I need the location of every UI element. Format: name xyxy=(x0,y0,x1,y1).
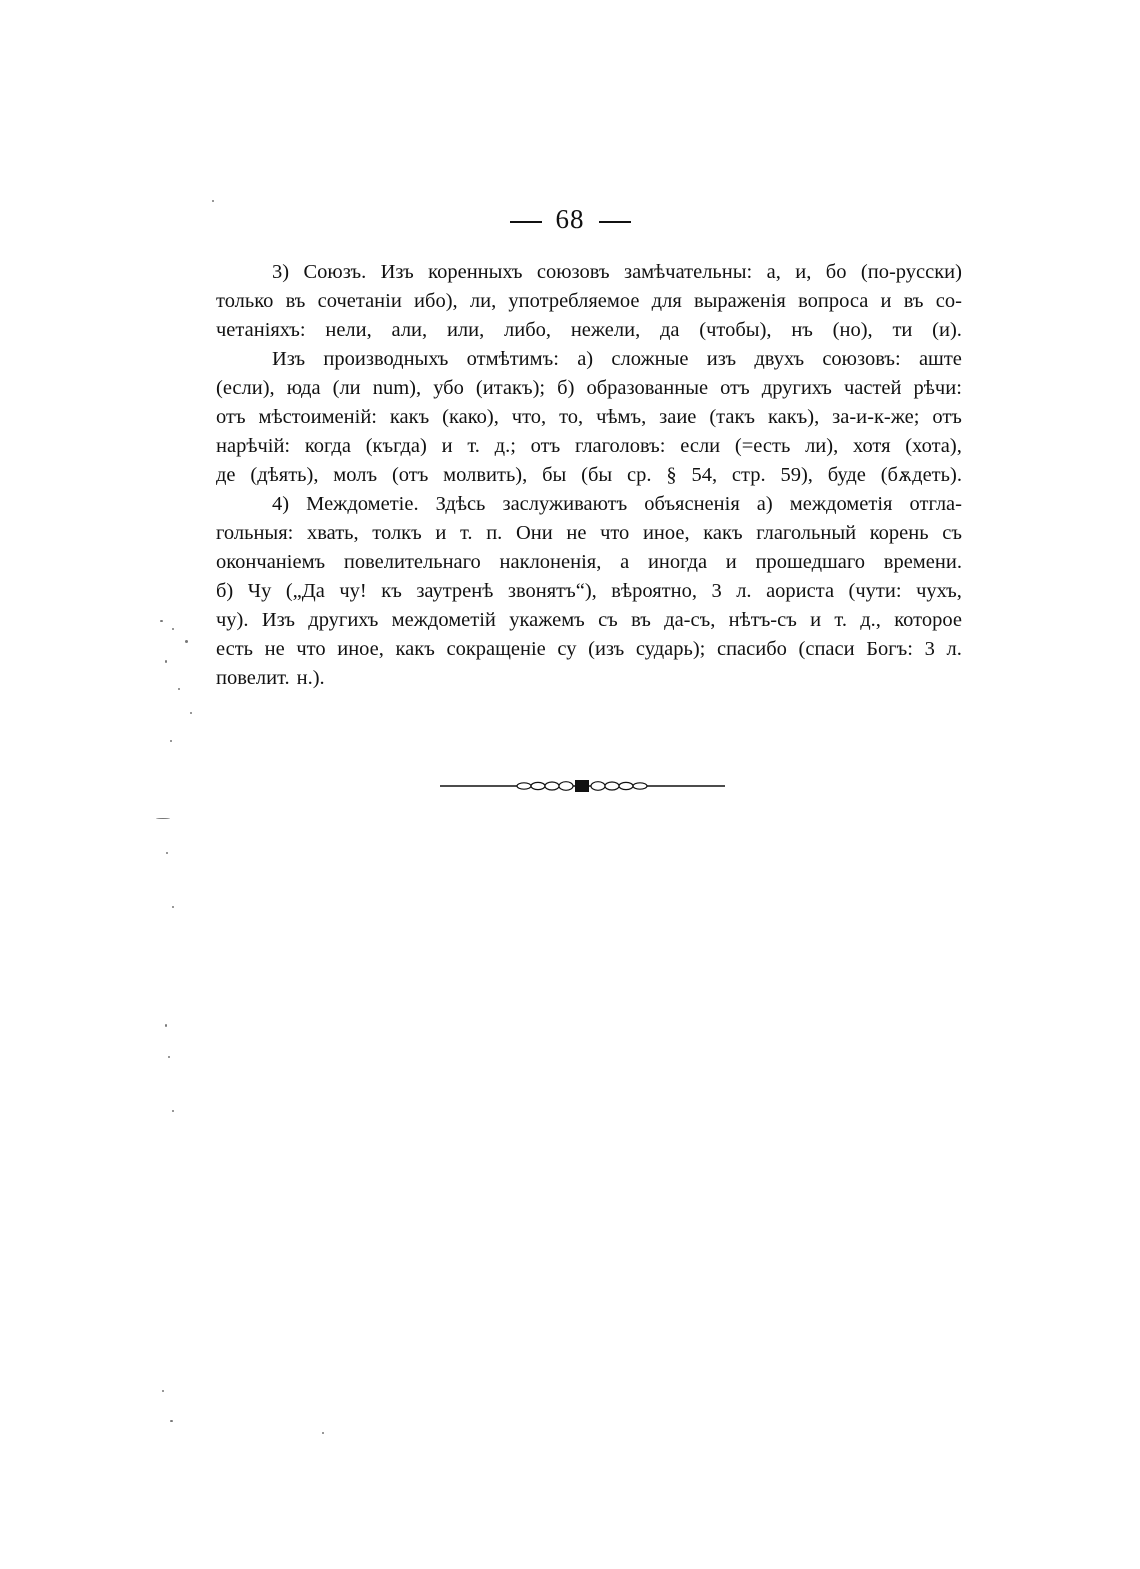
word: ти xyxy=(892,319,913,341)
word: рѣчи: xyxy=(913,377,962,399)
word: другихъ xyxy=(761,377,832,399)
word: су xyxy=(557,638,577,660)
word: 4) xyxy=(272,493,290,515)
word: (отъ xyxy=(391,464,429,486)
word: а) xyxy=(577,348,594,370)
right-dash xyxy=(599,221,631,223)
word: спасибо xyxy=(716,638,787,660)
word: глаголовъ: xyxy=(574,435,666,457)
word: хотя xyxy=(852,435,891,457)
word: замѣчательны: xyxy=(623,261,753,283)
text-line xyxy=(216,374,962,403)
word: съ xyxy=(942,522,962,544)
word: толкъ xyxy=(372,522,422,544)
word: отъ xyxy=(932,406,962,428)
word: (по-русски) xyxy=(860,261,962,283)
word: (если), xyxy=(216,377,275,399)
word: и xyxy=(725,551,737,573)
word: прошедшаго xyxy=(755,551,866,573)
word: какъ xyxy=(395,638,435,660)
page-number-header xyxy=(0,204,1140,235)
word: и xyxy=(810,609,822,631)
word: другихъ xyxy=(308,609,379,631)
word: Изъ xyxy=(272,348,306,370)
word: Союзъ. xyxy=(303,261,367,283)
word: звонятъ“), xyxy=(507,580,597,602)
text-line xyxy=(216,490,962,519)
word: отъ xyxy=(720,377,750,399)
word: нарѣчій: xyxy=(216,435,291,457)
word: отъ xyxy=(216,406,246,428)
word: („Да xyxy=(285,580,325,602)
word: изъ xyxy=(706,348,737,370)
word: Здѣсь xyxy=(435,493,486,515)
ornament-divider xyxy=(440,779,725,793)
word: повелительнаго xyxy=(343,551,481,573)
word: четаніяхъ: xyxy=(216,319,306,341)
word: Они xyxy=(515,522,553,544)
word: частей xyxy=(843,377,902,399)
word: (ли xyxy=(332,377,361,399)
word: заутренѣ xyxy=(416,580,494,602)
word: въ xyxy=(903,290,924,312)
word: какъ), xyxy=(767,406,820,428)
word: укажемъ xyxy=(509,609,585,631)
word: какъ xyxy=(703,522,743,544)
word: въ xyxy=(285,290,306,312)
word: заие xyxy=(659,406,697,428)
word: которое xyxy=(894,609,962,631)
text-line xyxy=(216,461,962,490)
word: д., xyxy=(860,609,881,631)
word: да-съ, xyxy=(664,609,716,631)
word: (итакъ); xyxy=(475,377,546,399)
word: (но), xyxy=(832,319,873,341)
word: Изъ xyxy=(261,609,295,631)
word: нѣтъ-съ xyxy=(728,609,797,631)
word: Чу xyxy=(247,580,272,602)
word: сложные xyxy=(611,348,689,370)
word: чѣмъ, xyxy=(596,406,647,428)
word: (бѫдеть). xyxy=(880,464,962,486)
word: и xyxy=(441,435,453,457)
text-line xyxy=(216,664,962,693)
word: (хота), xyxy=(905,435,962,457)
word: ли), xyxy=(805,435,839,457)
word: чу! xyxy=(339,580,367,602)
word: времени. xyxy=(883,551,962,573)
word: со- xyxy=(935,290,962,312)
word: чу). xyxy=(216,609,249,631)
word: заслуживаютъ xyxy=(502,493,628,515)
text-line xyxy=(216,403,962,432)
word: вопроса xyxy=(798,290,869,312)
word: если xyxy=(680,435,721,457)
word: и xyxy=(880,290,892,312)
text-line xyxy=(216,432,962,461)
word: а) xyxy=(756,493,773,515)
word: бо xyxy=(825,261,847,283)
word: для xyxy=(651,290,682,312)
word: хвать, xyxy=(306,522,359,544)
word: чухъ, xyxy=(916,580,962,602)
word: 54, xyxy=(691,464,718,486)
word: д.; xyxy=(494,435,516,457)
word: (такъ xyxy=(709,406,756,428)
word: что xyxy=(296,638,326,660)
word: къ xyxy=(381,580,402,602)
word: аориста xyxy=(766,580,835,602)
word: нъ xyxy=(791,319,813,341)
word: (и). xyxy=(932,319,962,341)
word: (спаси xyxy=(798,638,855,660)
word: повелит. xyxy=(216,667,290,689)
word: т. xyxy=(467,435,480,457)
word: (изъ xyxy=(588,638,625,660)
word: Богъ: xyxy=(866,638,913,660)
word: num), xyxy=(372,377,422,399)
word: двухъ xyxy=(754,348,805,370)
word: сокращеніе xyxy=(446,638,546,660)
word: иное, xyxy=(337,638,384,660)
word: то, xyxy=(559,406,584,428)
word: 3 xyxy=(924,638,935,660)
word: когда xyxy=(304,435,351,457)
word: въ xyxy=(631,609,651,631)
word: 3) xyxy=(272,261,290,283)
word: междометія xyxy=(789,493,893,515)
text-line xyxy=(216,548,962,577)
word: 3 xyxy=(711,580,722,602)
word: п. xyxy=(486,522,503,544)
word: (како), xyxy=(442,406,499,428)
word: иное, xyxy=(642,522,690,544)
text-line xyxy=(216,287,962,316)
word: § xyxy=(666,464,677,486)
word: выраженія xyxy=(693,290,786,312)
word: наклоненія, xyxy=(499,551,602,573)
word: и xyxy=(435,522,447,544)
word: объясненія xyxy=(644,493,740,515)
word: коренныхъ xyxy=(428,261,523,283)
left-dash xyxy=(510,221,542,223)
word: корень xyxy=(869,522,929,544)
word: вѣроятно, xyxy=(611,580,697,602)
word: али, xyxy=(391,319,428,341)
word: или, xyxy=(446,319,485,341)
word: аште xyxy=(918,348,962,370)
word: молъ xyxy=(333,464,378,486)
word: т. xyxy=(834,609,847,631)
word: ибо), xyxy=(414,290,458,312)
word: что, xyxy=(511,406,547,428)
word: за-и-к-же; xyxy=(832,406,920,428)
text-line xyxy=(216,316,962,345)
word: буде xyxy=(827,464,866,486)
word: стр. xyxy=(731,464,766,486)
word: т. xyxy=(460,522,473,544)
word: ср. xyxy=(627,464,652,486)
word: глагольный xyxy=(756,522,857,544)
word: а xyxy=(620,551,630,573)
word: б) xyxy=(216,580,234,602)
text-line xyxy=(216,635,962,664)
text-line xyxy=(216,345,962,374)
word: убо xyxy=(433,377,464,399)
word: производныхъ xyxy=(323,348,449,370)
word: употребляемое xyxy=(508,290,640,312)
word: юда xyxy=(286,377,321,399)
word: л. xyxy=(736,580,752,602)
text-line xyxy=(216,606,962,635)
word: Междометіе. xyxy=(306,493,419,515)
word: бы xyxy=(542,464,567,486)
word: Изъ xyxy=(380,261,414,283)
word: образованные xyxy=(586,377,709,399)
word: отмѣтимъ: xyxy=(466,348,559,370)
word: мѣстоименій: xyxy=(258,406,377,428)
word: окончаніемъ xyxy=(216,551,326,573)
word: да xyxy=(659,319,680,341)
word: л. xyxy=(946,638,962,660)
word: союзовъ xyxy=(536,261,610,283)
word: отъ xyxy=(530,435,561,457)
word: что xyxy=(600,522,630,544)
word: сочетаніи xyxy=(317,290,402,312)
word: не xyxy=(566,522,587,544)
word: (=есть xyxy=(734,435,791,457)
word: иногда xyxy=(647,551,708,573)
word: де xyxy=(216,464,236,486)
text-line xyxy=(216,258,962,287)
word: какъ xyxy=(389,406,430,428)
word: ли, xyxy=(469,290,497,312)
text-line xyxy=(216,577,962,606)
word: съ xyxy=(598,609,618,631)
word: нежели, xyxy=(570,319,641,341)
word: (дѣять), xyxy=(250,464,319,486)
text-line xyxy=(216,519,962,548)
word: б) xyxy=(557,377,575,399)
word: нели, xyxy=(325,319,372,341)
word: отгла- xyxy=(909,493,962,515)
word: а, xyxy=(766,261,781,283)
word: 59), xyxy=(780,464,813,486)
word: (къгда) xyxy=(365,435,427,457)
word: н.). xyxy=(296,667,325,689)
word: союзовъ: xyxy=(822,348,901,370)
word: (чтобы), xyxy=(699,319,772,341)
word: сударь); xyxy=(635,638,706,660)
word: (бы xyxy=(581,464,613,486)
word: (чути: xyxy=(848,580,902,602)
word: гольныя: xyxy=(216,522,294,544)
word: либо, xyxy=(504,319,552,341)
word: молвить), xyxy=(443,464,528,486)
word: только xyxy=(216,290,274,312)
page-number: 68 xyxy=(555,204,585,234)
word: междометій xyxy=(391,609,496,631)
word: есть xyxy=(216,638,254,660)
word: и, xyxy=(795,261,812,283)
word: не xyxy=(264,638,285,660)
body-text xyxy=(216,258,962,693)
